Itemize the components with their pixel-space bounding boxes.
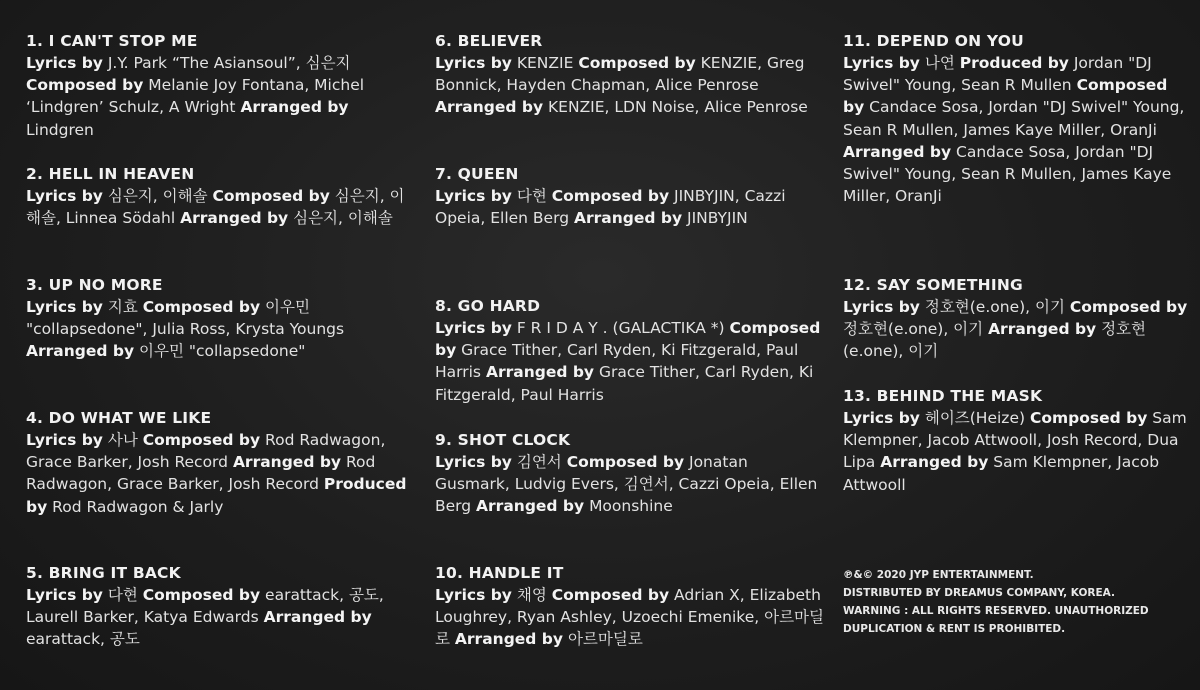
track-5 [26, 562, 411, 651]
credit-names: 심은지, 이해솔 [293, 209, 393, 228]
credit-names: Rod Radwagon, Grace Barker, Josh Record [26, 453, 376, 494]
credit-role: Arranged by [454, 630, 563, 649]
credit-role: Composed by [1069, 298, 1188, 316]
credit-names: JINBYJIN [687, 209, 748, 228]
credit-role: Composed by [26, 76, 144, 95]
credit-names: 정호현(e.one), 이기 [843, 320, 984, 339]
credit-role: Arranged by [263, 608, 372, 627]
credit-role: Lyrics by [26, 586, 103, 604]
credit-names: J.Y. Park “The Asiansoul”, 심은지 [107, 54, 351, 72]
credit-names: Grace Tither, Carl Ryden, Ki Fitzgerald, Paul Harris [435, 363, 814, 404]
distribution-line: DISTRIBUTED BY DREAMUS COMPANY, KOREA. [843, 587, 1115, 599]
credit-names: 헤이즈(Heize) [924, 409, 1026, 427]
track-title: 9. SHOT CLOCK [435, 431, 571, 449]
prohibition-line: DUPLICATION & RENT IS PROHIBITED. [843, 623, 1066, 635]
credit-role: Lyrics by [26, 54, 103, 72]
track-title: 7. QUEEN [435, 165, 519, 183]
track-credits [26, 296, 411, 363]
track-2 [26, 163, 411, 229]
credit-role: Arranged by [232, 453, 342, 472]
credit-role: Lyrics by [843, 298, 920, 316]
track-credits [435, 584, 825, 651]
track-10 [435, 562, 825, 651]
credit-names: Lindgren [26, 120, 94, 139]
track-title: 8. GO HARD [435, 297, 541, 315]
track-title: 1. I CAN'T STOP ME [26, 32, 198, 50]
credit-role: Composed by [142, 586, 261, 604]
track-title: 3. UP NO MORE [26, 276, 163, 294]
credit-role: Lyrics by [435, 586, 512, 604]
credit-role: Lyrics by [435, 453, 512, 471]
credit-names: 지효 [107, 298, 138, 316]
credit-role: Arranged by [573, 209, 683, 228]
credit-role: Lyrics by [26, 298, 103, 316]
track-credits [435, 185, 825, 229]
track-3 [26, 274, 411, 363]
credit-role: Arranged by [180, 209, 289, 228]
track-title: 10. HANDLE IT [435, 564, 564, 582]
credit-names: KENZIE [516, 54, 574, 72]
credit-role: Arranged by [880, 453, 989, 472]
credit-names: JINBYJIN, Cazzi Opeia, Ellen Berg [435, 187, 786, 228]
credit-names: 채영 [516, 586, 547, 604]
credit-role: Arranged by [988, 320, 1097, 339]
credit-role: Composed by [142, 298, 261, 316]
track-title: 13. BEHIND THE MASK [843, 387, 1043, 405]
credit-role: Arranged by [240, 98, 349, 117]
credit-names: 아르마딜로 [567, 630, 643, 649]
track-9 [435, 429, 825, 518]
credit-role: Lyrics by [26, 431, 103, 449]
track-title: 2. HELL IN HEAVEN [26, 165, 195, 183]
credit-role: Arranged by [843, 142, 952, 161]
credit-names: 이우민 "collapsedone", Julia Ross, Krysta Youngs [26, 298, 345, 339]
track-title: 4. DO WHAT WE LIKE [26, 409, 212, 427]
credit-names: Candace Sosa, Jordan "DJ Swivel" Young, Sean R Mullen, James Kaye Miller, OranJi [843, 98, 1185, 139]
credit-names: Sam Klempner, Jacob Attwooll [843, 453, 1160, 494]
credit-names: 이우민 "collapsedone" [139, 342, 306, 361]
track-credits [26, 52, 411, 141]
credit-role: Arranged by [26, 342, 135, 361]
track-13 [843, 385, 1188, 496]
track-credits [26, 429, 411, 518]
credit-role: Arranged by [435, 98, 544, 117]
credit-role: Composed by [843, 76, 1168, 117]
credit-role: Composed by [142, 431, 261, 449]
credit-names: Jordan "DJ Swivel" Young, Sean R Mullen [843, 54, 1152, 95]
credit-names: 나연 [924, 54, 955, 72]
credit-names: Moonshine [589, 497, 673, 516]
credit-role: Lyrics by [435, 54, 512, 72]
credit-names: Jonatan Gusmark, Ludvig Evers, 김연서, Cazzi Opeia, Ellen Berg [435, 453, 818, 516]
credit-names: 김연서 [516, 453, 562, 471]
track-credits [843, 52, 1188, 207]
track-credits [843, 296, 1188, 363]
credit-role: Composed by [551, 187, 670, 205]
credit-names: KENZIE, Greg Bonnick, Hayden Chapman, Alice Penrose [435, 54, 805, 95]
credit-role: Composed by [212, 187, 330, 205]
credit-names: earattack, 공도 [26, 630, 140, 649]
credit-role: Composed by [566, 453, 685, 471]
credit-role: Lyrics by [435, 319, 512, 337]
credit-names: 다현 [516, 187, 547, 205]
legal-notice [843, 566, 1188, 638]
credit-role: Lyrics by [435, 187, 512, 205]
credit-role: Arranged by [476, 497, 585, 516]
copyright-line: ℗&© 2020 JYP ENTERTAINMENT. [843, 569, 1034, 581]
credit-names: F R I D A Y . (GALACTIKA *) [516, 319, 725, 337]
credit-role: Composed by [435, 319, 821, 360]
credit-names: Adrian X, Elizabeth Loughrey, Ryan Ashley, Uzoechi Emenike, 아르마딜로 [435, 586, 824, 649]
track-11 [843, 30, 1188, 207]
credit-names: earattack, 공도, Laurell Barker, Katya Edwards [26, 586, 384, 627]
credit-names: 정호현(e.one), 이기 [843, 320, 1146, 361]
credit-names: KENZIE, LDN Noise, Alice Penrose [548, 98, 808, 117]
track-credits [435, 317, 825, 406]
credit-names: Rod Radwagon, Grace Barker, Josh Record [26, 431, 386, 472]
track-credits [435, 451, 825, 518]
credit-names: Melanie Joy Fontana, Michel ‘Lindgren’ Schulz, A Wright [26, 76, 365, 117]
track-title: 5. BRING IT BACK [26, 564, 181, 582]
credit-role: Lyrics by [26, 187, 103, 205]
track-title: 6. BELIEVER [435, 32, 543, 50]
credit-role: Produced by [959, 54, 1069, 72]
credit-role: Produced by [26, 475, 407, 516]
track-credits [26, 584, 411, 651]
credit-names: Rod Radwagon & Jarly [52, 497, 224, 516]
track-credits [435, 52, 825, 119]
credit-names: 정호현(e.one), 이기 [924, 298, 1065, 316]
credit-names: 다현 [107, 586, 138, 604]
credit-names: Candace Sosa, Jordan "DJ Swivel" Young, Sean R Mullen, James Kaye Miller, OranJi [843, 142, 1172, 206]
track-title: 11. DEPEND ON YOU [843, 32, 1024, 50]
credit-names: Sam Klempner, Jacob Attwooll, Josh Record, Dua Lipa [843, 409, 1187, 472]
track-7 [435, 163, 825, 229]
credit-names: 심은지, 이해솔 [107, 187, 208, 205]
track-1 [26, 30, 411, 141]
track-12 [843, 274, 1188, 363]
credit-role: Arranged by [485, 363, 595, 382]
track-credits [843, 407, 1188, 496]
track-4 [26, 407, 411, 518]
credit-role: Composed by [578, 54, 696, 72]
credit-role: Composed by [551, 586, 670, 604]
track-title: 12. SAY SOMETHING [843, 276, 1023, 294]
credit-names: Grace Tither, Carl Ryden, Ki Fitzgerald, Paul Harris [435, 341, 799, 382]
credit-role: Lyrics by [843, 409, 920, 427]
credit-role: Lyrics by [843, 54, 920, 72]
track-6 [435, 30, 825, 119]
credit-role: Composed by [1029, 409, 1148, 427]
credit-names: 사나 [107, 431, 138, 449]
track-8 [435, 295, 825, 406]
warning-line: WARNING : ALL RIGHTS RESERVED. UNAUTHORIZED [843, 605, 1149, 617]
credit-names: 심은지, 이해솔, Linnea Södahl [26, 187, 405, 228]
track-credits [26, 185, 411, 229]
